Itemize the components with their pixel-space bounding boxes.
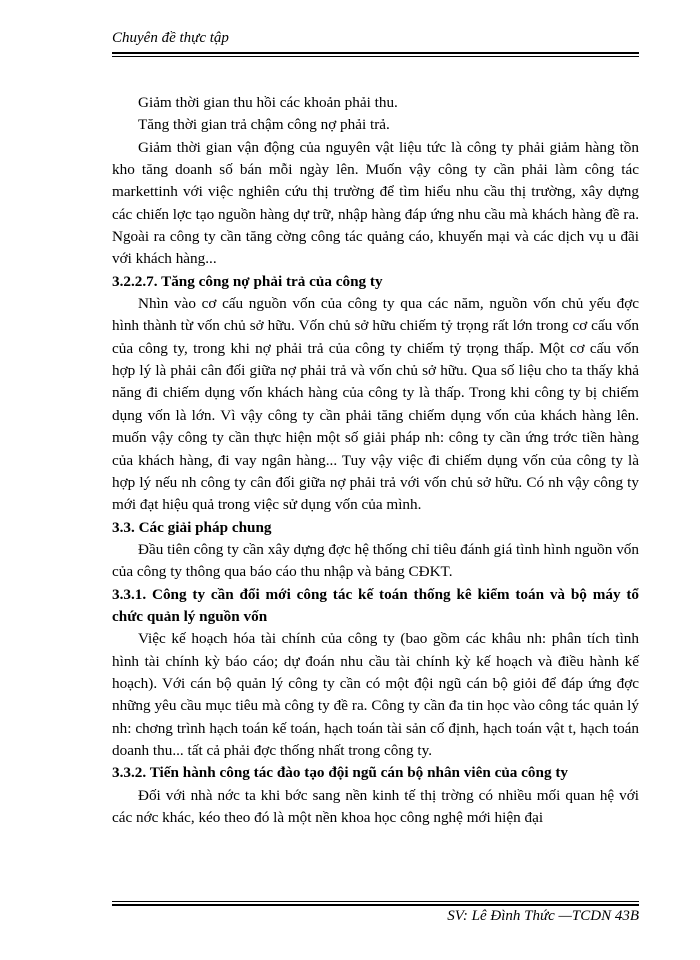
body-paragraph: Giảm thời gian vận động của nguyên vật liệu tức là công ty phải giảm hàng tồn kho tăng doanh số bán mỗi ngày lên. Muốn vậy công ty cần phải làm công tác markettinh với việc nghiên cứu thị trường để tìm hiểu nhu cầu thị trường, xây dựng các chiến lợc tạo nguồn hàng dự trữ, nhập hàng đáp ứng nhu cầu mà khách hàng đề ra. Ngoài ra công ty cần tăng cờng công tác quảng cáo, khuyến mại và các dịch vụ u đãi với khách hàng... (112, 138, 639, 268)
section-heading: 3.3. Các giải pháp chung (112, 518, 272, 536)
body-paragraph: Đầu tiên công ty cần xây dựng đợc hệ thống chỉ tiêu đánh giá tình hình nguồn vốn của công ty thông qua báo cáo thu nhập và bảng CĐKT. (112, 540, 639, 581)
body-paragraph: Tăng thời gian trả chậm công nợ phải trả. (138, 116, 390, 134)
page-header-title: Chuyên đề thực tập (112, 30, 229, 46)
section-heading: 3.3.2. Tiến hành công tác đào tạo đội ngũ cán bộ nhân viên của công ty (112, 764, 569, 782)
header-rule-thick (112, 52, 639, 54)
footer-rule-thin (112, 901, 639, 902)
page-footer-text: SV: Lê Đình Thức —TCDN 43B (447, 908, 639, 924)
body-paragraph: Đối với nhà nớc ta khi bớc sang nền kinh tế thị trờng có nhiều mối quan hệ với các nớc khác, kéo theo đó là một nền khoa học công nghệ mới hiện đại (112, 786, 639, 826)
section-heading: 3.2.2.7. Tăng công nợ phải trả của công ty (112, 272, 383, 290)
body-paragraph: Giảm thời gian thu hồi các khoản phải thu. (138, 94, 398, 111)
section-heading: 3.3.1. Công ty cần đổi mới công tác kế toán thống kê kiểm toán và bộ máy tổ chức quản lý nguồn vốn (112, 585, 639, 625)
body-paragraph: Việc kế hoạch hóa tài chính của công ty (bao gồm các khâu nh: phân tích tình hình tài chính kỳ báo cáo; dự đoán nhu cầu tài chính kỳ kế hoạch và điều hành kế hoạch). Với cán bộ quản lý công ty cần có một đội ngũ cán bộ giỏi để đáp ứng đợc những yêu cầu mục tiêu mà công ty đề ra. Công ty cần đa tin học vào công tác quản lý nh: chơng trình hạch toán kế toán, hạch toán tài sản cố định, hạch toán vật t, hạch toán doanh thu... tất cả phải đợc thống nhất trong công ty. (112, 630, 639, 759)
header-rule-thin (112, 56, 639, 57)
document-body (112, 92, 639, 829)
footer-rule-thick (112, 904, 639, 906)
body-paragraph: Nhìn vào cơ cấu nguồn vốn của công ty qua các năm, nguồn vốn chủ yếu đợc hình thành từ vốn chủ sở hữu. Vốn chủ sở hữu chiếm tỷ trọng rất lớn trong cơ cấu vốn của công ty, trong khi nợ phải trả của công ty chiếm tỷ trọng thấp. Một cơ cấu vốn hợp lý là phải cân đối giữa nợ phải trả và vốn chủ sở hữu. Qua số liệu cho ta thấy khả năng đi chiếm dụng vốn khách hàng của công ty là thấp. Trong khi công ty bị chiếm dụng vốn là lớn. Vì vậy công ty cần phải tăng chiếm dụng vốn của khách hàng lên. muốn vậy công ty cần thực hiện một số giải pháp nh: công ty cần ứng trớc tiền hàng của khách hàng, đi vay ngân hàng... Tuy vậy việc đi chiếm dụng vốn của công ty là hợp lý nếu nh công ty cân đối giữa nợ phải trả với vốn chủ sở hữu. Có nh vậy công ty mới đạt hiệu quả trong việc sử dụng vốn của mình. (112, 295, 639, 514)
